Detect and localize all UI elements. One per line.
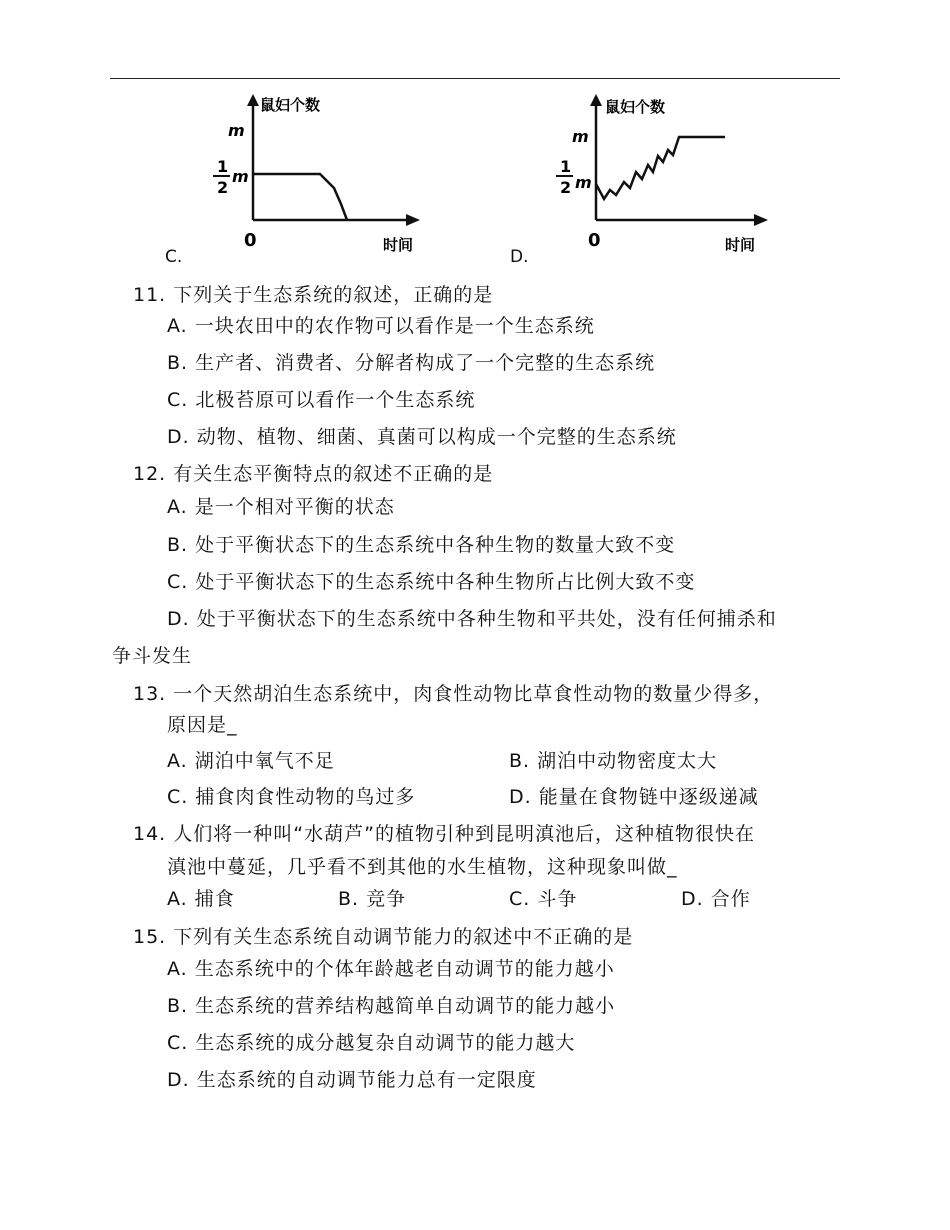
q11-option-a: A. 一块农田中的农作物可以看作是一个生态系统	[167, 315, 595, 337]
graph-d-y-tick-half-den: 2	[560, 178, 572, 197]
graph-c-y-tick-half-den: 2	[217, 178, 229, 197]
q13-option-a: A. 湖泊中氧气不足	[167, 750, 335, 772]
q11-option-b: B. 生产者、消费者、分解者构成了一个完整的生态系统	[167, 352, 656, 374]
graph-c-y-axis-title: 鼠妇个数	[260, 96, 321, 114]
graph-c	[200, 92, 430, 257]
q11-option-d: D. 动物、植物、细菌、真菌可以构成一个完整的生态系统	[167, 426, 677, 448]
q12-option-b: B. 处于平衡状态下的生态系统中各种生物的数量大致不变	[167, 534, 676, 556]
graph-d-y-tick-half-m: m	[575, 173, 592, 192]
q15-option-d: D. 生态系统的自动调节能力总有一定限度	[167, 1069, 537, 1091]
graph-c-x-axis-title: 时间	[383, 236, 414, 254]
q13-option-b: B. 湖泊中动物密度太大	[509, 750, 718, 772]
graph-c-y-tick-m: m	[228, 121, 245, 140]
graph-d-x-axis-title: 时间	[725, 236, 756, 254]
q14-stem-continued: 滇池中蔓延，几乎看不到其他的水生植物，这种现象叫做_	[167, 856, 678, 878]
q14-option-a: A. 捕食	[167, 888, 235, 910]
q15-stem: 15. 下列有关生态系统自动调节能力的叙述中不正确的是	[133, 926, 634, 948]
graph-d-curve	[596, 137, 725, 199]
graph-d-x-arrow	[754, 214, 768, 226]
q14-option-b: B. 竞争	[338, 888, 407, 910]
q14-stem: 14. 人们将一种叫“水葫芦”的植物引种到昆明滇池后，这种植物很快在	[133, 823, 755, 845]
graph-d-y-tick-m: m	[572, 127, 589, 146]
graph-c-y-tick-half-num: 1	[217, 157, 229, 176]
q13-stem-continued: 原因是_	[167, 714, 238, 736]
q12-stem: 12. 有关生态平衡特点的叙述不正确的是	[133, 463, 494, 485]
q12-option-d: D. 处于平衡状态下的生态系统中各种生物和平共处，没有任何捕杀和	[167, 608, 777, 630]
graph-d-y-axis-title: 鼠妇个数	[605, 98, 666, 116]
top-rule	[110, 78, 840, 79]
q12-option-a: A. 是一个相对平衡的状态	[167, 496, 395, 518]
graph-c-curve	[253, 174, 347, 220]
q12-option-c: C. 处于平衡状态下的生态系统中各种生物所占比例大致不变	[167, 571, 696, 593]
q11-stem: 11. 下列关于生态系统的叙述，正确的是	[133, 284, 494, 306]
graph-c-y-tick-half-m: m	[232, 167, 249, 186]
graph-d-y-arrow	[590, 94, 602, 106]
q13-stem: 13. 一个天然胡泊生态系统中，肉食性动物比草食性动物的数量少得多，	[133, 683, 774, 705]
q14-option-d: D. 合作	[681, 888, 751, 910]
q15-option-a: A. 生态系统中的个体年龄越老自动调节的能力越小	[167, 958, 615, 980]
graph-c-y-arrow	[247, 94, 259, 106]
graph-d	[550, 92, 780, 257]
q13-option-c: C. 捕食肉食性动物的鸟过多	[167, 786, 416, 808]
q13-option-d: D. 能量在食物链中逐级递减	[509, 786, 759, 808]
graph-c-x-arrow	[406, 214, 420, 226]
graph-d-y-tick-half-num: 1	[560, 157, 572, 176]
graph-c-label: C.	[165, 247, 183, 267]
q15-option-b: B. 生态系统的营养结构越简单自动调节的能力越小	[167, 995, 616, 1017]
q15-option-c: C. 生态系统的成分越复杂自动调节的能力越大	[167, 1032, 576, 1054]
graph-d-origin: 0	[588, 230, 601, 251]
graph-c-origin: 0	[244, 230, 257, 251]
q12-option-d-continued: 争斗发生	[112, 645, 193, 667]
q11-option-c: C. 北极苔原可以看作一个生态系统	[167, 389, 476, 411]
graph-d-label: D.	[510, 247, 529, 267]
q14-option-c: C. 斗争	[509, 888, 578, 910]
